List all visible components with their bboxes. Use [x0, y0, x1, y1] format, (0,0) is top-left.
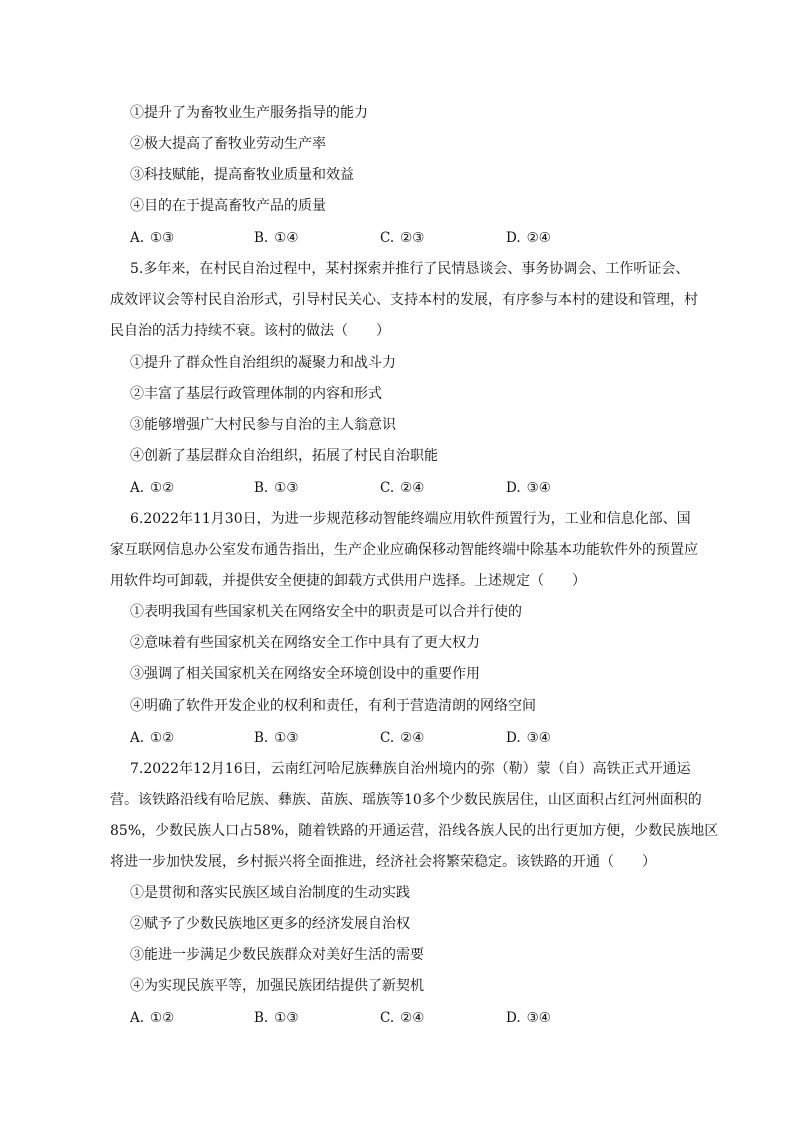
q7-stem-line-2: 营。该铁路沿线有哈尼族、彝族、苗族、瑶族等10多个少数民族居住，山区面积占红河州面积的	[110, 792, 702, 808]
q6-option-d: D. ③④	[506, 730, 551, 746]
q7-option-a: A. ①②	[130, 1010, 175, 1026]
q6-statement-4: ④明确了软件开发企业的权利和责任，有利于营造清朗的网络空间	[130, 698, 536, 714]
q6-stem-line-3: 用软件均可卸载，并提供安全便捷的卸载方式供用户选择。上述规定（ ）	[110, 573, 586, 589]
q5-statement-4: ④创新了基层群众自治组织，拓展了村民自治职能	[130, 448, 438, 464]
q5-option-a: A. ①②	[130, 480, 175, 496]
q4-statement-3: ③科技赋能，提高畜牧业质量和效益	[130, 167, 354, 183]
q7-options	[130, 1008, 690, 1028]
q7-statement-4: ④为实现民族平等，加强民族团结提供了新契机	[130, 978, 424, 994]
q5-option-b: B. ①③	[254, 480, 299, 496]
q4-options	[130, 228, 690, 248]
q6-option-a: A. ①②	[130, 730, 175, 746]
q5-options	[130, 478, 690, 498]
q6-stem-line-2: 家互联网信息办公室发布通告指出，生产企业应确保移动智能终端中除基本功能软件外的预置应	[110, 542, 698, 558]
q4-option-b: B. ①④	[254, 230, 299, 246]
q6-statement-3: ③强调了相关国家机关在网络安全环境创设中的重要作用	[130, 666, 480, 682]
q7-statement-3: ③能进一步满足少数民族群众对美好生活的需要	[130, 947, 424, 963]
q5-statement-1: ①提升了群众性自治组织的凝聚力和战斗力	[130, 355, 396, 371]
q4-option-a: A. ①③	[130, 230, 175, 246]
q6-statement-2: ②意味着有些国家机关在网络安全工作中具有了更大权力	[130, 635, 480, 651]
q6-options	[130, 728, 690, 748]
q7-option-d: D. ③④	[506, 1010, 551, 1026]
q6-option-c: C. ②④	[380, 730, 425, 746]
q7-stem-line-3: 85%，少数民族人口占58%，随着铁路的开通运营，沿线各族人民的出行更加方便，少数民族地区	[110, 823, 719, 839]
q5-stem-line-1: 5.多年来，在村民自治过程中，某村探索并推行了民情恳谈会、事务协调会、工作听证会、	[130, 261, 690, 277]
q4-statement-1: ①提升了为畜牧业生产服务指导的能力	[130, 105, 368, 121]
q6-statement-1: ①表明我国有些国家机关在网络安全中的职责是可以合并行使的	[130, 604, 522, 620]
q7-option-b: B. ①③	[254, 1010, 299, 1026]
q5-statement-2: ②丰富了基层行政管理体制的内容和形式	[130, 386, 382, 402]
q5-option-d: D. ③④	[506, 480, 551, 496]
q5-stem-line-3: 民自治的活力持续不衰。该村的做法（ ）	[110, 323, 390, 339]
q4-statement-2: ②极大提高了畜牧业劳动生产率	[130, 136, 326, 152]
q5-stem-line-2: 成效评议会等村民自治形式，引导村民关心、支持本村的发展，有序参与本村的建设和管理，村	[110, 292, 698, 308]
q4-statement-4: ④目的在于提高畜牧产品的质量	[130, 198, 326, 214]
q7-statement-1: ①是贯彻和落实民族区域自治制度的生动实践	[130, 885, 410, 901]
q7-statement-2: ②赋予了少数民族地区更多的经济发展自治权	[130, 916, 410, 932]
q6-option-b: B. ①③	[254, 730, 299, 746]
q5-option-c: C. ②④	[380, 480, 425, 496]
q5-statement-3: ③能够增强广大村民参与自治的主人翁意识	[130, 417, 396, 433]
q6-stem-line-1: 6.2022年11月30日，为进一步规范移动智能终端应用软件预置行为，工业和信息化部、国	[130, 511, 691, 527]
q7-option-c: C. ②④	[380, 1010, 425, 1026]
q4-option-c: C. ②③	[380, 230, 425, 246]
q7-stem-line-1: 7.2022年12月16日，云南红河哈尼族彝族自治州境内的弥（勒）蒙（自）高铁正式开通运	[130, 761, 691, 777]
q4-option-d: D. ②④	[506, 230, 551, 246]
q7-stem-line-4: 将进一步加快发展，乡村振兴将全面推进，经济社会将繁荣稳定。该铁路的开通（ ）	[110, 854, 656, 870]
